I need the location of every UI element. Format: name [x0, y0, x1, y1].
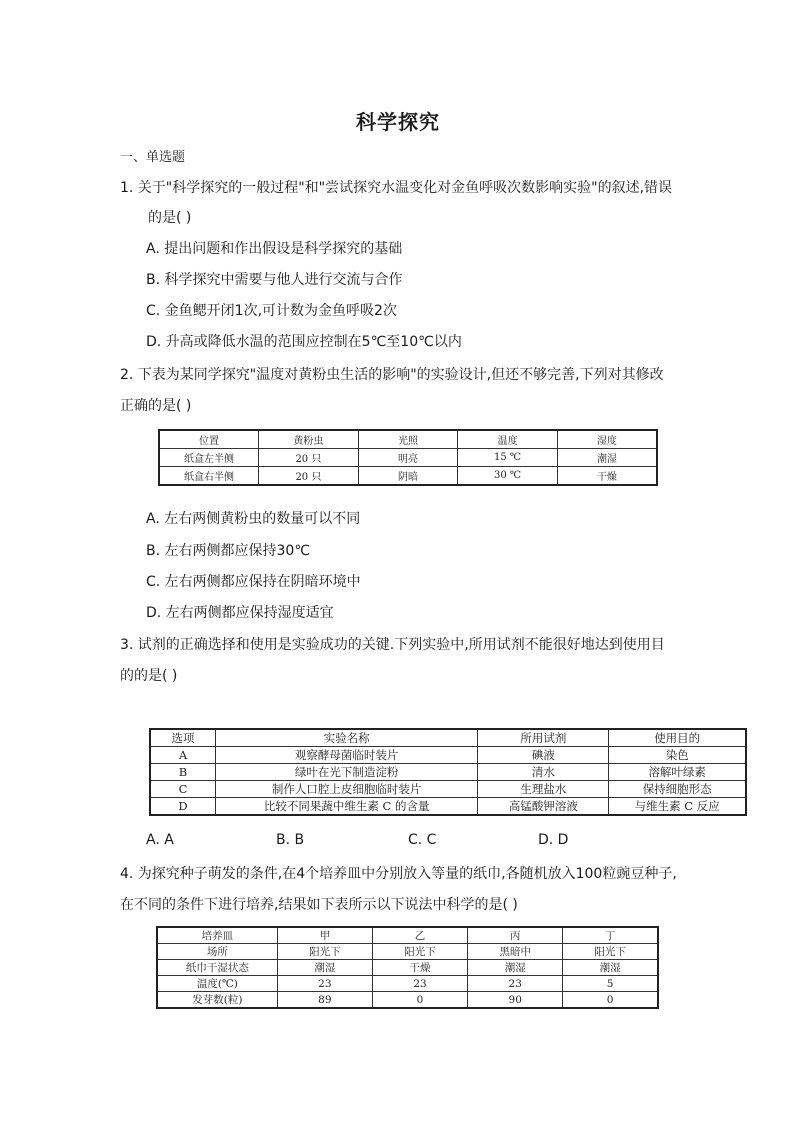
table-cell: C — [150, 781, 216, 798]
q1-stem-line2: 的是( ) — [148, 210, 192, 226]
table-cell: 潮湿 — [277, 960, 372, 976]
table-header-row — [157, 927, 658, 944]
table-header-cell: 选项 — [150, 729, 216, 747]
table-row — [157, 960, 658, 976]
table-row — [150, 781, 746, 798]
table-header-cell: 乙 — [372, 927, 467, 944]
table-cell: 23 — [277, 976, 372, 992]
table-cell: 高锰酸钾溶液 — [478, 798, 609, 816]
table-cell: 制作人口腔上皮细胞临时装片 — [216, 781, 478, 798]
table-row — [157, 992, 658, 1009]
table-cell: 干燥 — [557, 467, 657, 486]
table-row — [157, 976, 658, 992]
table-row — [150, 747, 746, 764]
q3-option-a: A. A — [146, 832, 174, 848]
table-cell: B — [150, 764, 216, 781]
table-cell: D — [150, 798, 216, 816]
table-cell: 发芽数(粒) — [157, 992, 277, 1009]
table-cell: 阳光下 — [372, 944, 467, 960]
q3-stem-line2: 的的是( ) — [120, 668, 178, 684]
table-cell: 阴暗 — [358, 467, 458, 486]
table-cell: 23 — [468, 976, 563, 992]
table-cell: 碘液 — [478, 747, 609, 764]
table-row — [150, 764, 746, 781]
q2-option-d: D. 左右两侧都应保持湿度适宜 — [146, 605, 334, 621]
table-cell: 观察酵母菌临时装片 — [216, 747, 478, 764]
table-cell: 5 — [563, 976, 658, 992]
q3-option-c: C. C — [408, 832, 437, 848]
q2-option-a: A. 左右两侧黄粉虫的数量可以不同 — [146, 511, 361, 527]
q4-stem-line1: 4. 为探究种子萌发的条件,在4个培养皿中分别放入等量的纸巾,各随机放入100粒豌豆种子, — [120, 866, 677, 882]
q3-option-b: B. B — [276, 832, 305, 848]
table-row — [159, 467, 657, 486]
q2-stem-line2: 正确的是( ) — [120, 398, 192, 414]
table-cell: 20 只 — [259, 467, 359, 486]
q3-table — [149, 728, 747, 816]
table-cell: 89 — [277, 992, 372, 1009]
table-header-cell: 温度 — [458, 430, 558, 449]
table-cell: 与维生素 C 反应 — [609, 798, 746, 816]
table-header-cell: 丙 — [468, 927, 563, 944]
q2-option-c: C. 左右两侧都应保持在阴暗环境中 — [146, 574, 361, 590]
table-cell: 阳光下 — [563, 944, 658, 960]
table-cell: A — [150, 747, 216, 764]
table-cell: 0 — [372, 992, 467, 1009]
q1-stem-line1: 1. 关于"科学探究的一般过程"和"尝试探究水温变化对金鱼呼吸次数影响实验"的叙述,错误 — [120, 180, 673, 196]
table-header-cell: 使用目的 — [609, 729, 746, 747]
q2-table — [158, 429, 658, 486]
q2-option-b: B. 左右两侧都应保持30℃ — [146, 543, 311, 559]
table-cell: 绿叶在光下制造淀粉 — [216, 764, 478, 781]
q1-option-d: D. 升高或降低水温的范围应控制在5℃至10℃以内 — [146, 334, 462, 350]
table-row — [159, 449, 657, 467]
table-cell: 场所 — [157, 944, 277, 960]
table-cell: 23 — [372, 976, 467, 992]
q1-option-c: C. 金鱼鳃开闭1次,可计数为金鱼呼吸2次 — [146, 303, 397, 319]
q3-option-d: D. D — [538, 832, 569, 848]
table-header-row — [159, 430, 657, 449]
q4-table — [156, 926, 659, 1009]
table-row — [157, 944, 658, 960]
table-header-cell: 甲 — [277, 927, 372, 944]
table-cell: 纸盒左半侧 — [159, 449, 259, 467]
table-row — [150, 798, 746, 816]
table-header-cell: 湿度 — [557, 430, 657, 449]
page-title: 科学探究 — [356, 110, 440, 134]
table-cell: 生理盐水 — [478, 781, 609, 798]
q1-option-a: A. 提出问题和作出假设是科学探究的基础 — [146, 241, 403, 257]
table-cell: 染色 — [609, 747, 746, 764]
table-cell: 比较不同果蔬中维生素 C 的含量 — [216, 798, 478, 816]
table-cell: 干燥 — [372, 960, 467, 976]
table-cell: 纸巾干湿状态 — [157, 960, 277, 976]
section-heading: 一、单选题 — [120, 150, 186, 165]
table-header-cell: 实验名称 — [216, 729, 478, 747]
q4-stem-line2: 在不同的条件下进行培养,结果如下表所示以下说法中科学的是( ) — [120, 897, 518, 913]
table-cell: 0 — [563, 992, 658, 1009]
q2-stem-line1: 2. 下表为某同学探究"温度对黄粉虫生活的影响"的实验设计,但还不够完善,下列对其修改 — [120, 367, 664, 383]
table-cell: 清水 — [478, 764, 609, 781]
table-cell: 保持细胞形态 — [609, 781, 746, 798]
table-cell: 潮湿 — [563, 960, 658, 976]
table-header-cell: 黄粉虫 — [259, 430, 359, 449]
table-header-cell: 所用试剂 — [478, 729, 609, 747]
table-cell: 20 只 — [259, 449, 359, 467]
table-header-row — [150, 729, 746, 747]
table-cell: 潮湿 — [468, 960, 563, 976]
table-cell: 温度(℃) — [157, 976, 277, 992]
q3-stem-line1: 3. 试剂的正确选择和使用是实验成功的关键.下列实验中,所用试剂不能很好地达到使用目 — [120, 637, 665, 653]
table-cell: 15 ℃ — [458, 449, 558, 467]
table-cell: 明亮 — [358, 449, 458, 467]
table-header-cell: 位置 — [159, 430, 259, 449]
table-header-cell: 培养皿 — [157, 927, 277, 944]
table-cell: 潮湿 — [557, 449, 657, 467]
table-cell: 30 ℃ — [458, 467, 558, 486]
table-cell: 90 — [468, 992, 563, 1009]
table-cell: 阳光下 — [277, 944, 372, 960]
table-cell: 黑暗中 — [468, 944, 563, 960]
table-cell: 纸盒右半侧 — [159, 467, 259, 486]
table-header-cell: 光照 — [358, 430, 458, 449]
q1-option-b: B. 科学探究中需要与他人进行交流与合作 — [146, 272, 403, 288]
table-header-cell: 丁 — [563, 927, 658, 944]
table-cell: 溶解叶绿素 — [609, 764, 746, 781]
